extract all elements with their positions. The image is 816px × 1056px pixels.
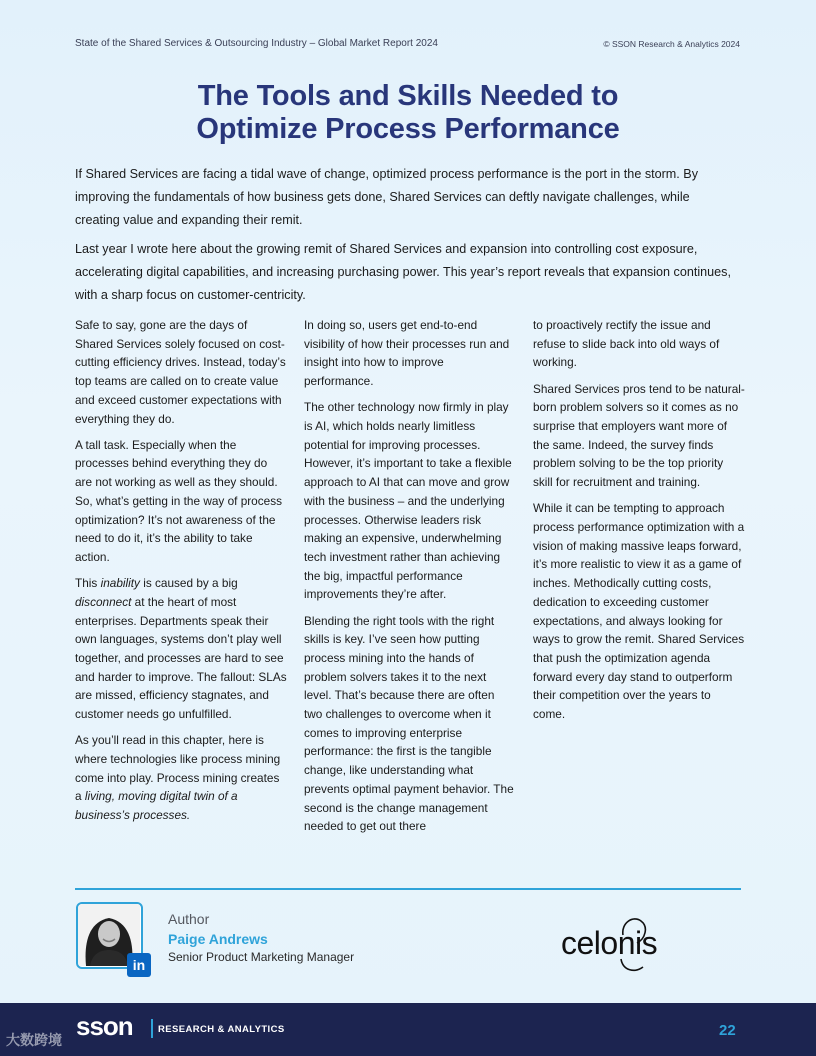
col3-paragraph-3: While it can be tempting to approach process performance optimization with a vision of making massive leaps forward, it’s more realistic to view it as a game of inches. Methodically cutting costs, dedication to exceeding customer expectations, and always looking for ways to grow the remit. Shared Services that push the optimization agenda forward every day stand to outperform their competition over the years to come.	[533, 501, 745, 722]
column-2	[304, 316, 516, 843]
linkedin-icon[interactable]: in	[127, 953, 151, 977]
title-line-1: The Tools and Skills Needed to	[197, 80, 619, 112]
col1-p4-emphasis: living, moving digital twin of a business’s processes.	[75, 789, 238, 823]
col2-paragraph-1: In doing so, users get end-to-end visibility of how their processes run and insight into how to improve performance.	[304, 318, 510, 389]
intro-paragraph-2: Last year I wrote here about the growing remit of Shared Services and expansion into controlling cost exposure, accelerating digital capabilities, and increasing purchasing power. This year’s report reveals that expansion continues, with a sharp focus on customer-centricity.	[75, 242, 731, 302]
page-title	[0, 80, 816, 146]
col3-paragraph-1: to proactively rectify the issue and refuse to slide back into old ways of working.	[533, 318, 720, 370]
sson-logo: sson	[76, 1011, 133, 1041]
col1-paragraph-1: Safe to say, gone are the days of Shared Services solely focused on cost-cutting efficiency drives. Instead, today’s top teams are called on to create value and exceed customer expectations with everything they do.	[75, 318, 286, 426]
col2-paragraph-3: Blending the right tools with the right skills is key. I’ve seen how putting process mining into the hands of problem solvers takes it to the next level. That’s because there are often two challenges to overcome when it comes to improving enterprise performance: the first is the tangible change, like understanding what prevents optimal payment behavior. The second is the change management needed to get out there	[304, 613, 514, 834]
author-label: Author	[168, 911, 210, 927]
celonis-logo	[561, 915, 696, 973]
col1-p4-text-a: As you’ll read in this chapter, here is where technologies like process mining come into play. Process mining creates a	[75, 733, 281, 804]
header-right: © SSON Research & Analytics 2024	[603, 39, 740, 49]
intro-paragraph-1: If Shared Services are facing a tidal wave of change, optimized process performance is the port in the storm. By improving the fundamentals of how business gets done, Shared Services can deftly navigate challenges, while creating value and expanding their remit.	[75, 167, 698, 227]
col1-p3-emphasis-disconnect: disconnect	[75, 594, 132, 609]
title-line-2: Optimize Process Performance	[196, 113, 620, 145]
col1-p3-text-e: at the heart of most enterprises. Departments speak their own languages, systems don’t play well together, and processes are hard to see and harder to improve. The fallout: SLAs are missed, efficiency stagnates, and customer needs go unfulfilled.	[75, 594, 287, 722]
col1-p3-emphasis-inability: inability	[100, 576, 140, 591]
col1-paragraph-4	[75, 731, 287, 825]
col2-paragraph-2: The other technology now firmly in play is AI, which holds nearly limitless potential for improving processes. However, it’s important to take a flexible approach to AI that can move and grow with the business – and the underlying processes. Otherwise leaders risk making an expensive, underwhelming tech investment rather than achieving the big, impactful performance improvements they’re after.	[304, 400, 512, 602]
celonis-wordmark: celonis	[561, 925, 658, 961]
author-name: Paige Andrews	[168, 931, 268, 947]
sson-label: RESEARCH & ANALYTICS	[158, 1024, 285, 1035]
col1-p3-text-c: is caused by a big	[139, 576, 238, 591]
col1-paragraph-3	[75, 574, 287, 724]
col1-paragraph-2: A tall task. Especially when the processes behind everything they do are not working as well as they should. So, what’s getting in the way of process optimization? It’s not awareness of the need to do it, it’s the ability to take action.	[75, 437, 282, 564]
sson-divider	[151, 1019, 153, 1038]
author-divider	[75, 888, 741, 890]
header-left: State of the Shared Services & Outsourcing Industry – Global Market Report 2024	[75, 38, 438, 49]
col3-paragraph-2: Shared Services pros tend to be natural-born problem solvers so it comes as no surprise that employers want more of the same. Indeed, the survey finds problem solving to be the top priority skill for recruitment and training.	[533, 381, 745, 490]
author-role: Senior Product Marketing Manager	[168, 950, 355, 964]
footer-watermark: 大数跨境	[6, 1032, 62, 1048]
column-3	[533, 316, 745, 731]
col1-p3-text-a: This	[75, 576, 101, 591]
column-1	[75, 316, 287, 832]
page-number: 22	[719, 1022, 736, 1039]
